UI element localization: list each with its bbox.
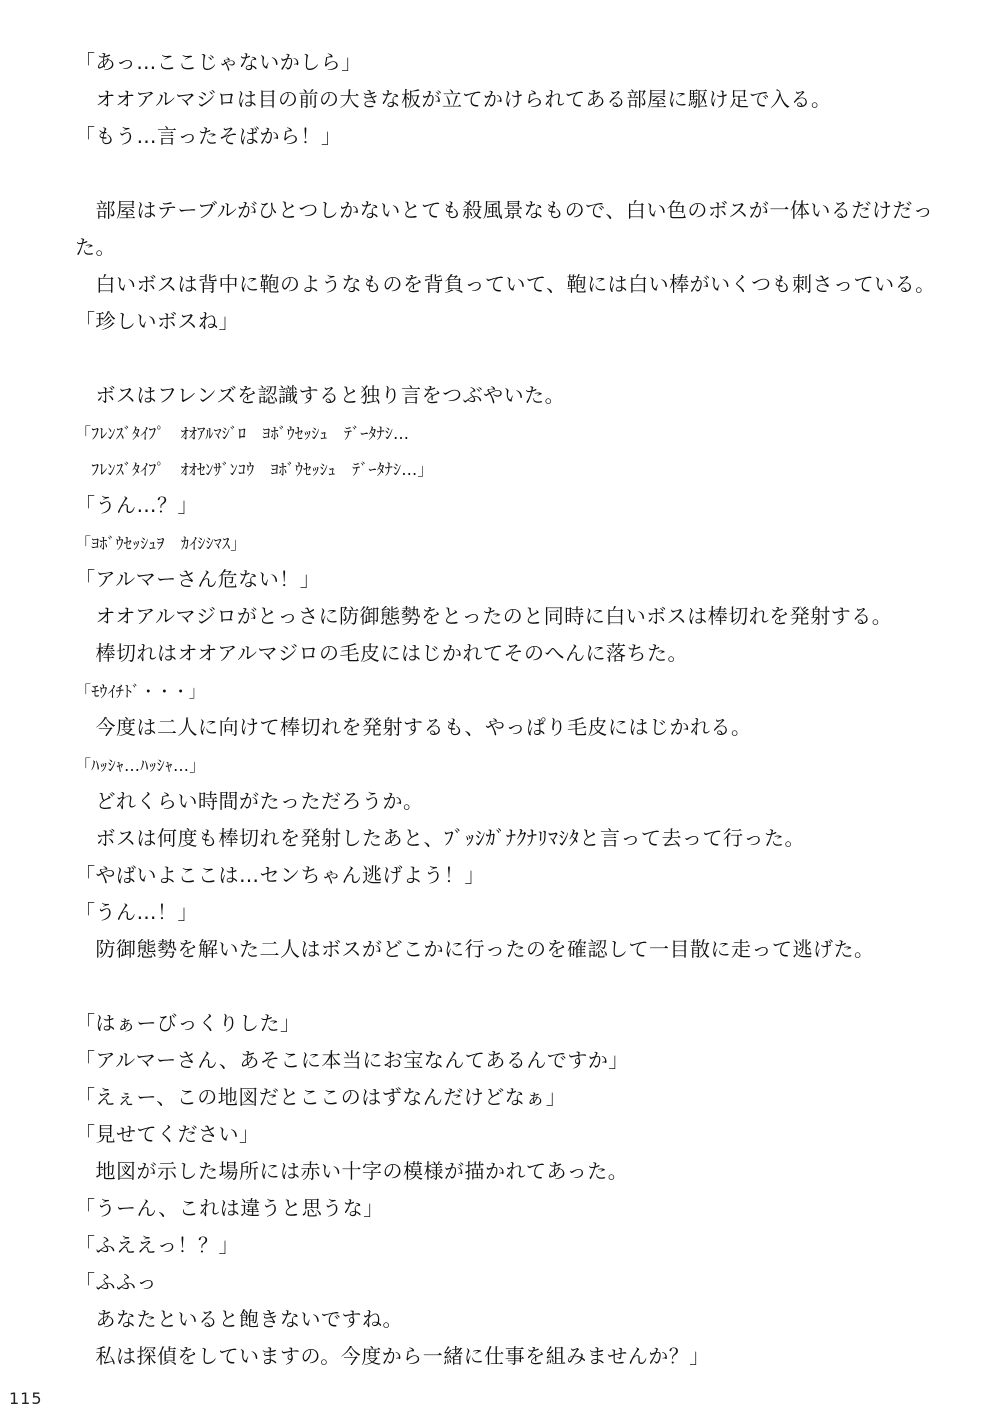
text-line: どれくらい時間がたっただろうか。 bbox=[75, 789, 424, 813]
text-line: ボスはフレンズを認識すると独り言をつぶやいた。 bbox=[75, 383, 566, 407]
text-line: 「ふええっ！？」 bbox=[75, 1233, 239, 1257]
text-line: 「ﾌﾚﾝｽﾞﾀｲﾌﾟ ｵｵｱﾙﾏｼﾞﾛ ﾖﾎﾞｳｾｯｼｭ ﾃﾞｰﾀﾅｼ… bbox=[75, 424, 410, 443]
text-line: 「あっ…ここじゃないかしら」 bbox=[75, 50, 362, 74]
text-line: 「うん…！」 bbox=[75, 900, 198, 924]
text-line: 「ﾖﾎﾞｳｾｯｼｭｦ ｶｲｼｼﾏｽ」 bbox=[75, 534, 247, 553]
text-line: 棒切れはオオアルマジロの毛皮にはじかれてそのへんに落ちた。 bbox=[75, 641, 688, 665]
text-line: 「やばいよここは…センちゃん逃げよう！」 bbox=[75, 863, 485, 887]
text-line: ﾌﾚﾝｽﾞﾀｲﾌﾟ ｵｵｾﾝｻﾞﾝｺｳ ﾖﾎﾞｳｾｯｼｭ ﾃﾞｰﾀﾅｼ…」 bbox=[75, 460, 434, 479]
text-line: 地図が示した場所には赤い十字の模様が描かれてあった。 bbox=[75, 1159, 629, 1183]
text-line: 「えぇー、この地図だとここのはずなんだけどなぁ」 bbox=[75, 1085, 567, 1109]
text-line: 防御態勢を解いた二人はボスがどこかに行ったのを確認して一目散に走って逃げた。 bbox=[75, 937, 875, 961]
page-number: 115 bbox=[9, 1389, 43, 1408]
text-line: 「はぁーびっくりした」 bbox=[75, 1011, 301, 1035]
text-line: 今度は二人に向けて棒切れを発射するも、やっぱり毛皮にはじかれる。 bbox=[75, 715, 752, 739]
text-line: 白いボスは背中に鞄のようなものを背負っていて、鞄には白い棒がいくつも刺さっている。 bbox=[75, 272, 936, 296]
text-line: 私は探偵をしていますの。今度から一緒に仕事を組みませんか？」 bbox=[75, 1344, 710, 1368]
text-line: た。 bbox=[75, 235, 116, 259]
text-line: 「見せてください」 bbox=[75, 1122, 260, 1146]
text-line: 「ふふっ bbox=[75, 1270, 157, 1294]
text-line: 「ﾊｯｼｬ…ﾊｯｼｬ…」 bbox=[75, 756, 206, 775]
text-line: ボスは何度も棒切れを発射したあと、ﾌﾞｯｼｶﾞﾅｸﾅﾘﾏｼﾀと言って去って行った。 bbox=[75, 826, 805, 850]
text-line: 「ﾓｳｲﾁﾄﾞ・・・」 bbox=[75, 682, 206, 701]
text-line: 「アルマーさん危ない！」 bbox=[75, 567, 321, 591]
text-line: オオアルマジロがとっさに防御態勢をとったのと同時に白いボスは棒切れを発射する。 bbox=[75, 604, 893, 628]
text-line: 「うーん、これは違うと思うな」 bbox=[75, 1196, 384, 1220]
text-line: 「うん…？」 bbox=[75, 493, 198, 517]
text-line: 「アルマーさん、あそこに本当にお宝なんてあるんですか」 bbox=[75, 1048, 629, 1072]
text-line: 「もう…言ったそばから！」 bbox=[75, 124, 342, 148]
text-line: オオアルマジロは目の前の大きな板が立てかけられてある部屋に駆け足で入る。 bbox=[75, 87, 832, 111]
text-line: あなたといると飽きないですね。 bbox=[75, 1307, 403, 1331]
text-line: 「珍しいボスね」 bbox=[75, 309, 239, 333]
text-line: 部屋はテーブルがひとつしかないとても殺風景なもので、白い色のボスが一体いるだけだっ bbox=[75, 198, 934, 222]
